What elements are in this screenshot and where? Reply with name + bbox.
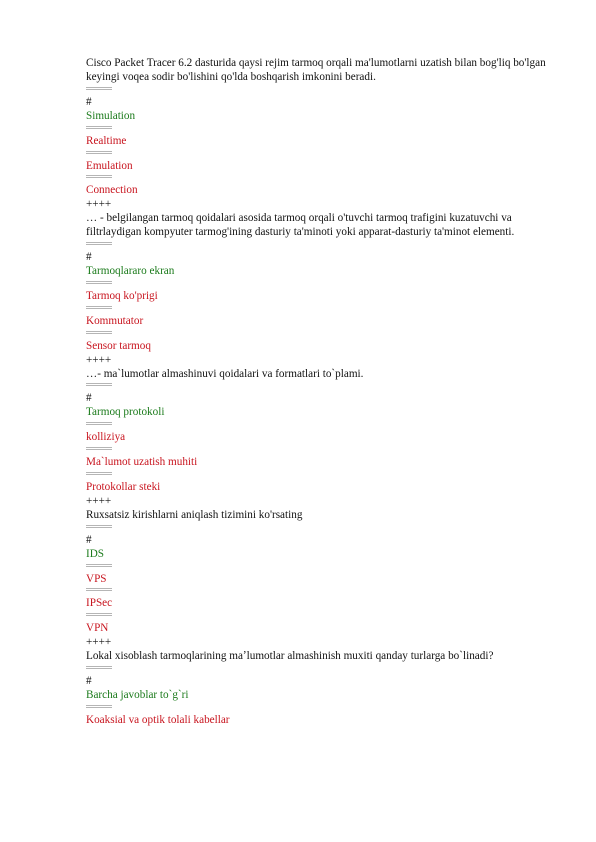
separator-line [86, 666, 112, 672]
separator-line [86, 383, 112, 389]
question-block [86, 509, 566, 650]
correct-answer: Tarmoqlararo ekran [86, 264, 175, 277]
question-block [86, 57, 566, 212]
wrong-answer: Tarmoq ko'prigi [86, 289, 158, 302]
question-text: …- ma`lumotlar almashinuvi qoidalari va formatlari to`plami. [86, 367, 364, 380]
separator-line [86, 126, 112, 132]
question-text: Lokal xisoblash tarmoqlarining maʼlumotlar almashinish muxiti qanday turlarga bo`linadi? [86, 650, 494, 663]
correct-answer: Simulation [86, 109, 136, 122]
correct-marker: # [86, 392, 92, 405]
wrong-answer: Emulation [86, 159, 133, 172]
separator-line [86, 447, 112, 453]
wrong-answer: Ma`lumot uzatish muhiti [86, 456, 198, 469]
end-marker: ++++ [86, 636, 112, 649]
wrong-answer: kolliziya [86, 431, 126, 444]
question-text: … - belgilangan tarmoq qoidalari asosida tarmoq orqali o'tuvchi tarmoq trafigini kuzatuvchi va filtrlaydigan kompyuter tarmog'ining dasturiy ta'minoti yoki apparat-dasturiy ta'minot elementi. [86, 212, 515, 239]
question-block [86, 650, 566, 728]
end-marker: ++++ [86, 494, 112, 507]
separator-line [86, 242, 112, 248]
wrong-answer: VPS [86, 572, 107, 585]
separator-line [86, 87, 112, 93]
separator-line [86, 613, 112, 619]
separator-line [86, 306, 112, 312]
correct-answer: IDS [86, 547, 105, 560]
question-text: Cisco Packet Tracer 6.2 dasturida qaysi rejim tarmoq orqali ma'lumotlarni uzatish bilan bog'liq bo'lgan keyingi voqea sodir bo'lishini qo'lda boshqarish imkonini beradi. [86, 57, 546, 83]
correct-marker: # [86, 95, 92, 108]
end-marker: ++++ [86, 198, 112, 211]
separator-line [86, 564, 112, 570]
separator-line [86, 175, 112, 181]
separator-line [86, 151, 112, 157]
separator-line [86, 422, 112, 428]
question-block [86, 368, 566, 509]
test-content [86, 57, 566, 728]
wrong-answer: IPSec [86, 597, 113, 610]
correct-marker: # [86, 533, 92, 546]
wrong-answer: Connection [86, 184, 138, 197]
separator-line [86, 588, 112, 594]
correct-marker: # [86, 675, 92, 688]
wrong-answer: VPN [86, 622, 109, 635]
separator-line [86, 472, 112, 478]
wrong-answer: Protokollar steki [86, 481, 161, 494]
wrong-answer: Kommutator [86, 314, 144, 327]
separator-line [86, 281, 112, 287]
question-text: Ruxsatsiz kirishlarni aniqlash tizimini ko'rsating [86, 508, 303, 521]
question-block [86, 212, 566, 367]
wrong-answer: Realtime [86, 134, 127, 147]
correct-answer: Tarmoq protokoli [86, 406, 165, 419]
separator-line [86, 331, 112, 337]
end-marker: ++++ [86, 353, 112, 366]
correct-marker: # [86, 251, 92, 264]
wrong-answer: Koaksial va optik tolali kabellar [86, 713, 230, 726]
separator-line [86, 705, 112, 711]
separator-line [86, 525, 112, 531]
wrong-answer: Sensor tarmoq [86, 339, 151, 352]
correct-answer: Barcha javoblar to`g`ri [86, 689, 189, 701]
